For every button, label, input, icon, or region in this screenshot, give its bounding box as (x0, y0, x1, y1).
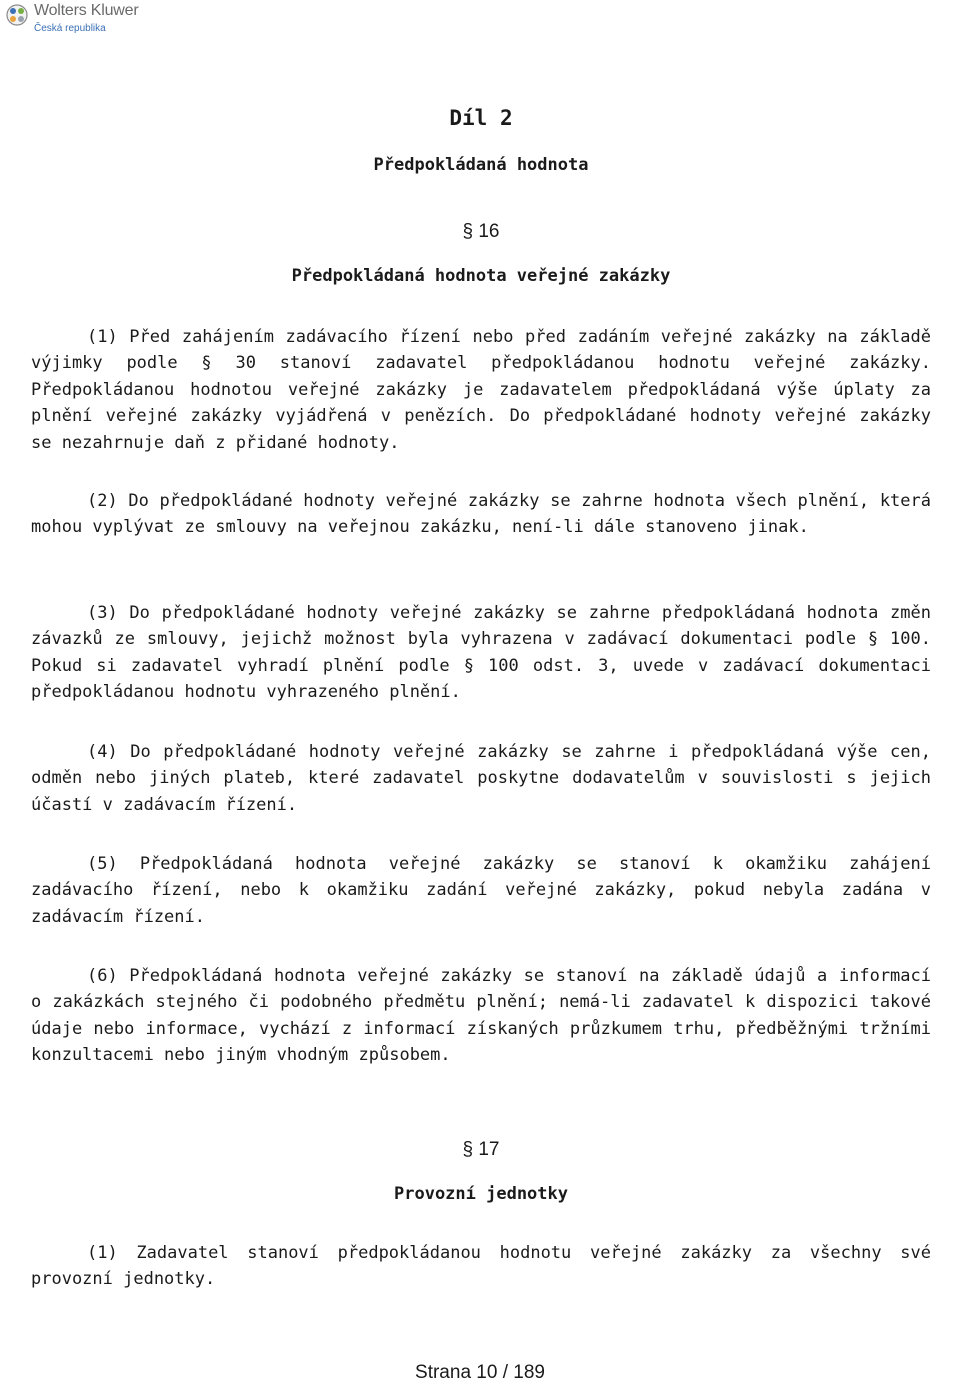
page-number: Strana 10 / 189 (415, 1362, 545, 1383)
wolters-kluwer-logo (4, 2, 144, 36)
section-title: Předpokládaná hodnota veřejné zakázky (291, 266, 671, 286)
paragraph: (5) Předpokládaná hodnota veřejné zakázky se stanoví k okamžiku zahájení zadávacího řízení, nebo k okamžiku zadání veřejné zakázky, pokud nebyla zadána v zadávacím řízení. (31, 854, 931, 927)
section-number: § 17 (462, 1139, 500, 1160)
logo-country-text: Česká republika (34, 23, 106, 34)
paragraph: (2) Do předpokládané hodnoty veřejné zakázky se zahrne hodnota všech plnění, která mohou vyplývat ze smlouvy na veřejnou zakázku, není-li dále stanoveno jinak. (31, 491, 931, 538)
paragraph: (4) Do předpokládané hodnoty veřejné zakázky se zahrne i předpokládaná výše cen, odměn nebo jiných plateb, které zadavatel poskytne dodavatelům v souvislosti s jejich účastí v zadávacím řízení. (31, 742, 931, 815)
globe-icon (6, 4, 28, 26)
part-subtitle: Předpokládaná hodnota (373, 155, 589, 175)
section-title: Provozní jednotky (394, 1184, 568, 1204)
paragraph: (6) Předpokládaná hodnota veřejné zakázky se stanoví na základě údajů a informací o zakázkách stejného či podobného předmětu plnění; nemá-li zadavatel k dispozici takové údaje nebo informace, vychází z informací získaných průzkumem trhu, předběžnými tržními konzultacemi nebo jiným vhodným způsobem. (31, 966, 931, 1066)
part-title: Díl 2 (449, 106, 513, 130)
paragraph: (1) Před zahájením zadávacího řízení nebo před zadáním veřejné zakázky na základě výjimky podle § 30 stanoví zadavatel předpokládanou hodnotu veřejné zakázky. Předpokládanou hodnotou veřejné zakázky je zadavatelem předpokládaná výše úplaty za plnění veřejné zakázky vyjádřená v penězích. Do předpokládané hodnoty veřejné zakázky se nezahrnuje daň z přidané hodnoty. (31, 327, 931, 453)
paragraph: (3) Do předpokládané hodnoty veřejné zakázky se zahrne předpokládaná hodnota změn závazků ze smlouvy, jejichž možnost byla vyhrazena v zadávací dokumentaci podle § 100. Pokud si zadavatel vyhradí plnění podle § 100 odst. 3, uvede v zadávací dokumentaci předpokládanou hodnotu vyhrazeného plnění. (31, 603, 931, 703)
section-number: § 16 (462, 221, 500, 242)
paragraph: (1) Zadavatel stanoví předpokládanou hodnotu veřejné zakázky za všechny své provozní jednotky. (31, 1243, 931, 1290)
logo-brand-text: Wolters Kluwer (34, 2, 139, 19)
